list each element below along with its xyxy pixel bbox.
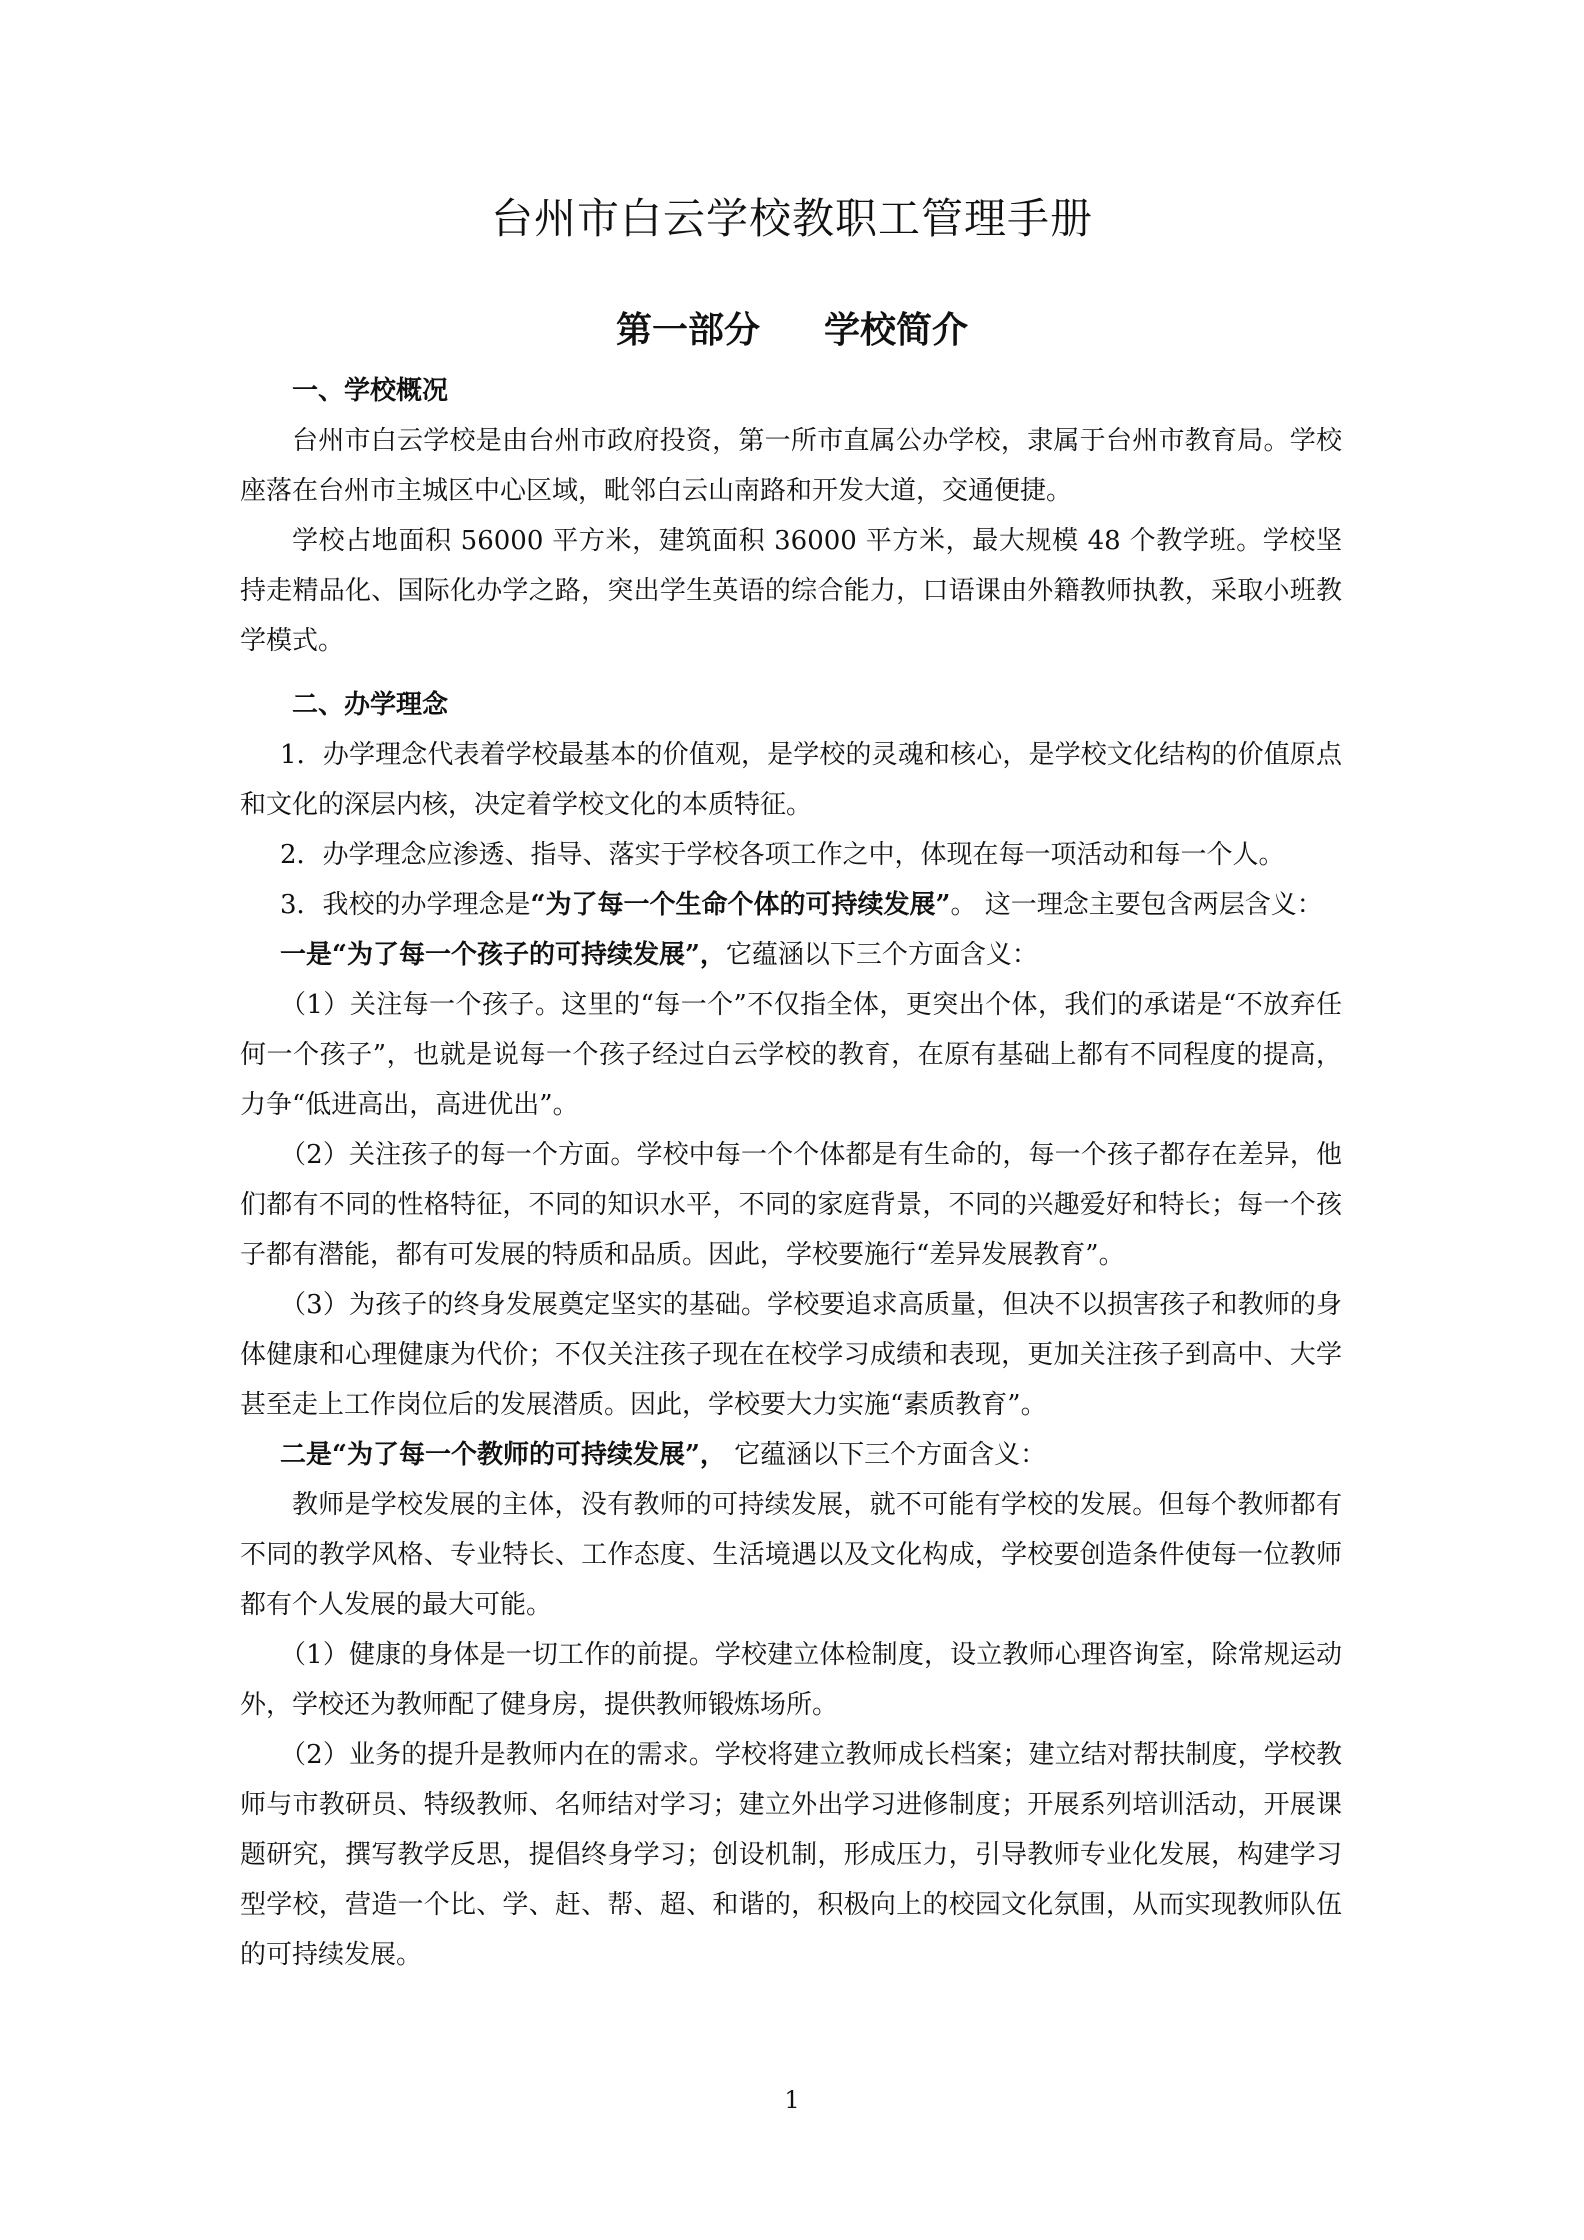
second-meaning — [240, 1430, 1342, 1480]
document-title: 台州市白云学校教职工管理手册 — [490, 194, 1093, 243]
child-aspect-1: （1）关注每一个孩子。这里的“每一个”不仅指全体，更突出个体，我们的承诺是“不放弃任何一个孩子”，也就是说每一个孩子经过白云学校的教育，在原有基础上都有不同程度的提高，力争“低进高出，高进优出”。 — [240, 990, 1342, 1120]
first-meaning-intro: 它蕴涵以下三个方面含义： — [725, 940, 1038, 970]
part-number: 第一部分 — [615, 309, 760, 351]
teacher-aspect-1: （1）健康的身体是一切工作的前提。学校建立体检制度，设立教师心理咨询室，除常规运动外，学校还为教师配了健身房，提供教师锻炼场所。 — [240, 1640, 1342, 1720]
first-meaning-title: 一是“为了每一个孩子的可持续发展”， — [280, 940, 726, 970]
part-title — [0, 302, 1584, 353]
document-body — [240, 366, 1342, 1980]
teacher-aspect-2: （2）业务的提升是教师内在的需求。学校将建立教师成长档案；建立结对帮扶制度，学校教师与市教研员、特级教师、名师结对学习；建立外出学习进修制度；开展系列培训活动，开展课题研究，撰写教学反思，提倡终身学习；创设机制，形成压力，引导教师专业化发展，构建学习型学校，营造一个比、学、赶、帮、超、和谐的，积极向上的校园文化氛围，从而实现教师队伍的可持续发展。 — [240, 1740, 1342, 1970]
paragraph-overview-1: 台州市白云学校是由台州市政府投资，第一所市直属公办学校，隶属于台州市教育局。学校座落在台州市主城区中心区域，毗邻白云山南路和开发大道，交通便捷。 — [240, 426, 1342, 506]
second-meaning-intro: 它蕴涵以下三个方面含义： — [725, 1440, 1047, 1470]
part-name: 学校简介 — [824, 309, 969, 351]
section-heading-philosophy: 二、办学理念 — [292, 690, 449, 720]
second-meaning-title: 二是“为了每一个教师的可持续发展”， — [280, 1440, 726, 1470]
child-aspect-2: （2）关注孩子的每一个方面。学校中每一个个体都是有生命的，每一个孩子都存在差异，他们都有不同的性格特征，不同的知识水平，不同的家庭背景，不同的兴趣爱好和特长；每一个孩子都有潜能，都有可发展的特质和品质。因此，学校要施行“差异发展教育”。 — [240, 1140, 1342, 1270]
first-meaning — [240, 930, 1342, 980]
paragraph-overview-2: 学校占地面积 56000 平方米，建筑面积 36000 平方米，最大规模 48 个教学班。学校坚持走精品化、国际化办学之路，突出学生英语的综合能力，口语课由外籍教师执教，采取小班教学模式。 — [240, 526, 1342, 656]
section-heading-overview: 一、学校概况 — [292, 376, 449, 406]
page-number: 1 — [784, 2086, 800, 2114]
philosophy-item-1: 1．办学理念代表着学校最基本的价值观，是学校的灵魂和核心，是学校文化结构的价值原点和文化的深层内核，决定着学校文化的本质特征。 — [240, 740, 1342, 820]
child-aspect-3: （3）为孩子的终身发展奠定坚实的基础。学校要追求高质量，但决不以损害孩子和教师的身体健康和心理健康为代价；不仅关注孩子现在在校学习成绩和表现，更加关注孩子到高中、大学甚至走上工作岗位后的发展潜质。因此，学校要大力实施“素质教育”。 — [240, 1290, 1342, 1420]
philosophy-item-3 — [240, 880, 1342, 930]
philosophy-item-3-tail: 。 这一理念主要包含两层含义： — [950, 890, 1323, 920]
teacher-intro: 教师是学校发展的主体，没有教师的可持续发展，就不可能有学校的发展。但每个教师都有不同的教学风格、专业特长、工作态度、生活境遇以及文化构成，学校要创造条件使每一位教师都有个人发展的最大可能。 — [240, 1490, 1342, 1620]
philosophy-item-3-lead: 3．我校的办学理念是 — [280, 890, 531, 920]
philosophy-motto: “为了每一个生命个体的可持续发展” — [530, 890, 951, 920]
philosophy-item-2: 2．办学理念应渗透、指导、落实于学校各项工作之中，体现在每一项活动和每一个人。 — [280, 840, 1285, 870]
